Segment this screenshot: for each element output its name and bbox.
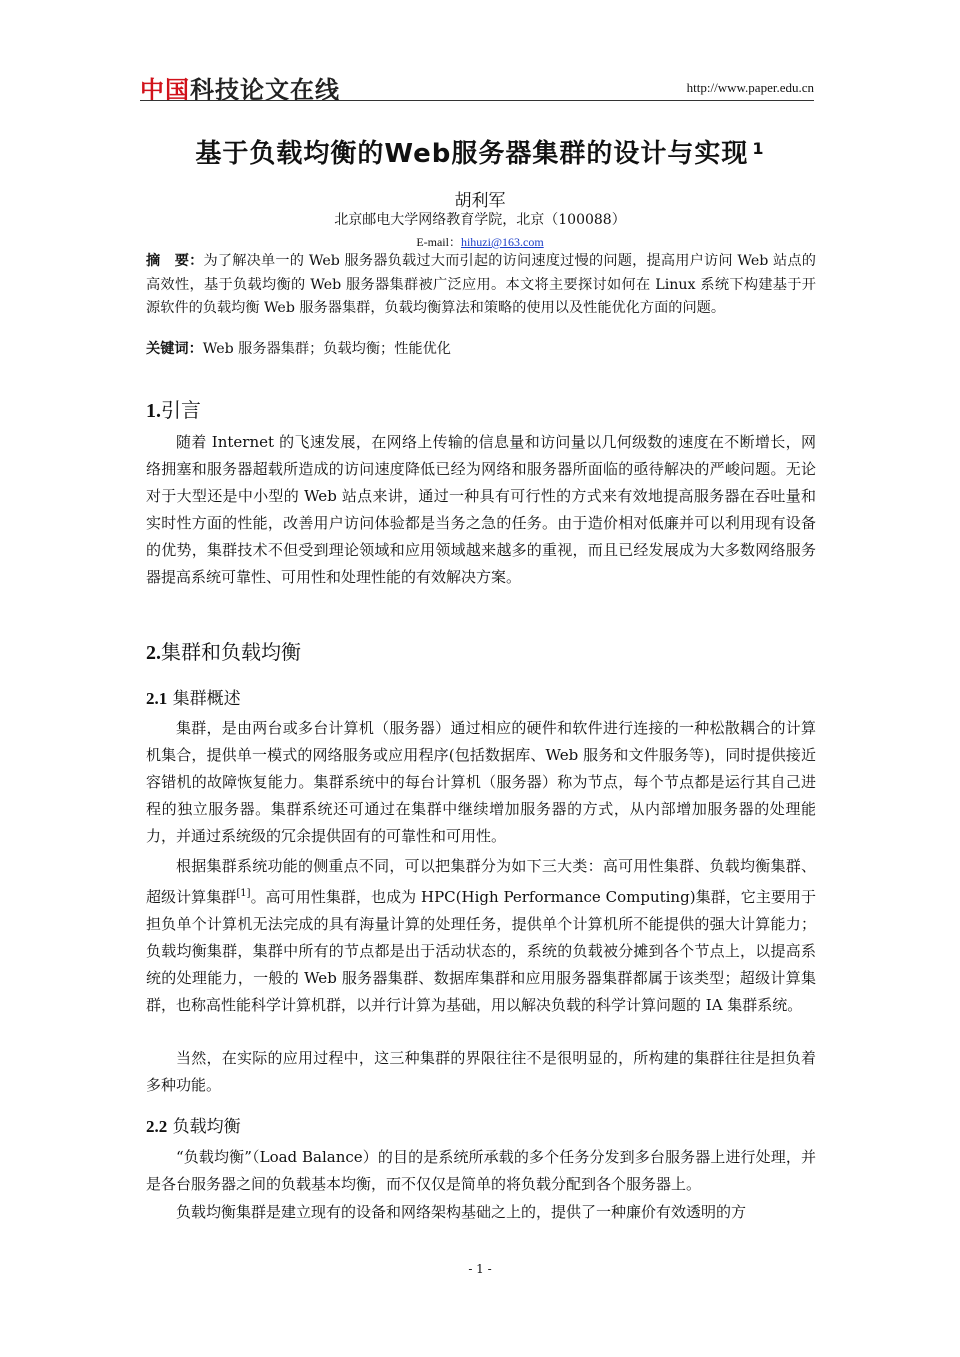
author-name: 胡利军: [454, 191, 506, 211]
author-email: [0, 233, 960, 250]
section-1-paragraph-1: 随着 Internet 的飞速发展，在网络上传输的信息量和访问量以几何级数的速度在不断增长，网络拥塞和服务器超载所造成的访问速度降低已经为网络和服务器所面临的亟待解决的严峻问题。无论对于大型还是中小型的 Web 站点来讲，通过一种具有可行性的方式来有效地提高服务器在吞吐量和实时性方面的性能，改善用户访问体验都是当务之急的任务。由于造价相对低廉并可以利用现有设备的优势，集群技术不但受到理论领域和应用领域越来越多的重视，而且已经发展成为大多数网络服务器提高系统可靠性、可用性和处理性能的有效解决方案。: [146, 433, 816, 586]
section-2-1-number: 2.1: [146, 689, 168, 708]
section-2-heading: [146, 636, 301, 665]
site-url[interactable]: http://www.paper.edu.cn: [686, 80, 814, 95]
abstract-text: 为了解决单一的 Web 服务器负载过大而引起的访问速度过慢的问题，提高用户访问 Web 站点的高效性，基于负载均衡的 Web 服务器集群被广泛应用。本文将主要探讨如何在 Linux 系统下构建基于开源软件的负载均衡 Web 服务器集群，负载均衡算法和策略的使用以及性能优化方面的问题。: [146, 253, 816, 316]
section-1-number: 1.: [146, 400, 161, 422]
keywords-text: Web 服务器集群；负载均衡；性能优化: [202, 341, 451, 357]
section-2-1-paragraph-2-b: 。高可用性集群，也成为 HPC(High Performance Computing)集群，它主要用于担负单个计算机无法完成的具有海量计算的处理任务，提供单个计算机所不能提供的强大计算能力；负载均衡集群，集群中所有的节点都是出于活动状态的，系统的负载被分摊到各个节点上，以提高系统的处理能力，一般的 Web 服务器集群、数据库集群和应用服务器集群都属于该类型；超级计算集群，也称高性能科学计算机群，以并行计算为基础，用以解决负载的科学计算问题的 IA 集群系统。: [146, 888, 816, 1014]
keywords: [146, 338, 816, 362]
section-2-title: 集群和负载均衡: [161, 640, 301, 664]
section-2-1-paragraph-2: [146, 853, 816, 1019]
section-2-1-heading: [146, 684, 241, 709]
abstract-label: 摘 要：: [146, 253, 204, 269]
title-footnote-marker: 1: [752, 139, 765, 158]
section-2-2-paragraph-1: “负载均衡”（Load Balance）的目的是系统所承载的多个任务分发到多台服务器上进行处理，并是各台服务器之间的负载基本均衡，而不仅仅是简单的将负载分配到各个服务器上。: [146, 1148, 816, 1193]
section-2-2-title: 负载均衡: [167, 1117, 241, 1137]
keywords-label: 关键词：: [146, 341, 203, 357]
logo-red-text: 中国: [140, 76, 190, 104]
section-2-2-heading: [146, 1112, 241, 1137]
email-label: E-mail：: [416, 235, 461, 249]
logo-black-text: 科技论文在线: [190, 76, 340, 104]
author-affiliation: 北京邮电大学网络教育学院，北京（100088）: [334, 212, 626, 228]
paper-title-text: 基于负载均衡的Web服务器集群的设计与实现: [195, 139, 749, 169]
section-2-1-paragraph-1: 集群，是由两台或多台计算机（服务器）通过相应的硬件和软件进行连接的一种松散耦合的计算机集合，提供单一模式的网络服务或应用程序(包括数据库、Web 服务和文件服务等)，同时提供接近容错机的故障恢复能力。集群系统中的每台计算机（服务器）称为节点，每个节点都是运行其自己进程的独立服务器。集群系统还可通过在集群中继续增加服务器的方式，从内部增加服务器的处理能力，并通过系统级的冗余提供固有的可靠性和可用性。: [146, 719, 816, 845]
section-1-heading: [146, 394, 201, 423]
section-1-title: 引言: [161, 398, 201, 422]
section-2-1-paragraph-3: 当然，在实际的应用过程中，这三种集群的界限往往不是很明显的，所构建的集群往往是担负着多种功能。: [146, 1049, 816, 1094]
section-2-1-paragraph-2-a: 根据集群系统功能的侧重点不同，可以把集群分为如下三大类：高可用性集群、负载均衡集群、超级计算集群: [146, 857, 816, 906]
abstract: [146, 250, 816, 321]
section-2-number: 2.: [146, 642, 161, 664]
citation-ref[interactable]: [1]: [236, 888, 251, 899]
paper-title: [0, 133, 960, 170]
header-rule: [140, 100, 814, 101]
email-link[interactable]: hihuzi@163.com: [460, 235, 544, 249]
section-2-1-title: 集群概述: [167, 689, 241, 709]
section-2-2-paragraph-2: 负载均衡集群是建立现有的设备和网络架构基础之上的，提供了一种廉价有效透明的方: [176, 1203, 747, 1221]
section-2-2-number: 2.2: [146, 1117, 168, 1136]
page-number: - 1 -: [468, 1262, 492, 1276]
